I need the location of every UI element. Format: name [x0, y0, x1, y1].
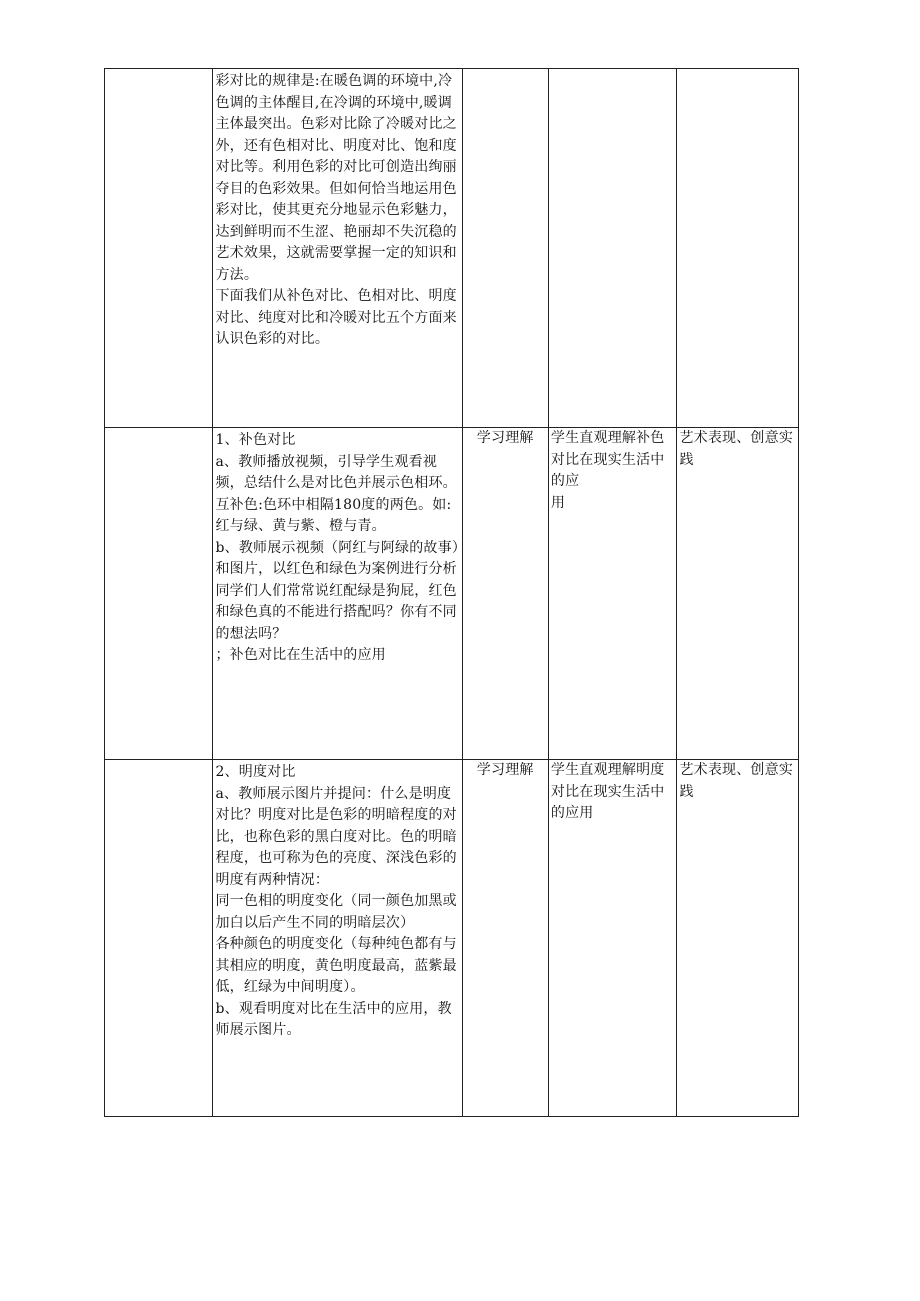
process-paragraph: 互补色:色环中相隔180度的两色。如:红与绿、黄与紫、橙与青。 [215, 496, 452, 534]
process-paragraph: a、教师展示图片并提问：什么是明度对比？明度对比是色彩的明暗程度的对比，也称色彩的黑白度对比。色的明暗程度，也可称为色的亮度、深浅色彩的明度有两种情况： [215, 785, 457, 888]
process-paragraph: 彩对比的规律是:在暖色调的环境中,冷色调的主体醒目,在冷调的环境中,暖调主体最突出。色彩对比除了冷暖对比之外，还有色相对比、明度对比、饱和度对比等。利用色彩的对比可创造出绚丽夺目的色彩效果。但如何恰当地运用色彩对比，使其更充分地显示色彩魅力，达到鲜明而不生涩、艳丽却不失沉稳的艺术效果，这就需要掌握一定的知识和方法。 [215, 73, 457, 283]
activity-text: 学习理解 [476, 430, 534, 446]
process-paragraph: a、教师播放视频，引导学生观看视频，总结什么是对比色并展示色相环。 [215, 453, 457, 491]
process-heading: 1、补色对比 [215, 432, 296, 448]
activity-text: 学习理解 [476, 762, 534, 778]
process-cell [213, 428, 462, 760]
process-paragraph: b、观看明度对比在生活中的应用，教师展示图片。 [215, 1000, 452, 1038]
process-heading: 2、明度对比 [215, 764, 296, 780]
process-paragraph: b、教师展示视频（阿红与阿绿的故事）和图片，以红色和绿色为案例进行分析同学们人们常常说红配绿是狗屁，红色和绿色真的不能进行搭配吗？你有不同的想法吗？ [215, 539, 460, 642]
literacy-text: 艺术表现、创意实践 [679, 430, 794, 468]
stage-cell [105, 760, 213, 1117]
activity-cell [462, 428, 548, 760]
literacy-cell [677, 428, 799, 760]
literacy-text: 艺术表现、创意实践 [679, 762, 794, 800]
stage-cell [105, 69, 213, 428]
purpose-cell [548, 760, 677, 1117]
activity-cell [462, 69, 548, 428]
literacy-cell [677, 69, 799, 428]
process-paragraph: ；补色对比在生活中的应用 [215, 647, 386, 663]
purpose-text: 学生直观理解补色对比在现实生活中的应 [550, 430, 665, 489]
purpose-text: 学生直观理解明度对比在现实生活中的应用 [550, 762, 665, 821]
stage-cell [105, 428, 213, 760]
table-row [105, 760, 799, 1117]
lesson-plan-table [104, 68, 799, 1117]
literacy-cell [677, 760, 799, 1117]
activity-cell [462, 760, 548, 1117]
process-paragraph: 下面我们从补色对比、色相对比、明度对比、纯度对比和冷暖对比五个方面来认识色彩的对比。 [215, 288, 457, 347]
table-row [105, 69, 799, 428]
process-paragraph: 各种颜色的明度变化（每种纯色都有与其相应的明度，黄色明度最高，蓝紫最低，红绿为中间明度）。 [215, 936, 457, 995]
purpose-cell [548, 428, 677, 760]
process-paragraph: 同一色相的明度变化（同一颜色加黑或加白以后产生不同的明暗层次） [215, 893, 457, 931]
process-cell [213, 69, 462, 428]
process-cell [213, 760, 462, 1117]
purpose-text: 用 [550, 494, 566, 511]
table-row [105, 428, 799, 760]
purpose-cell [548, 69, 677, 428]
